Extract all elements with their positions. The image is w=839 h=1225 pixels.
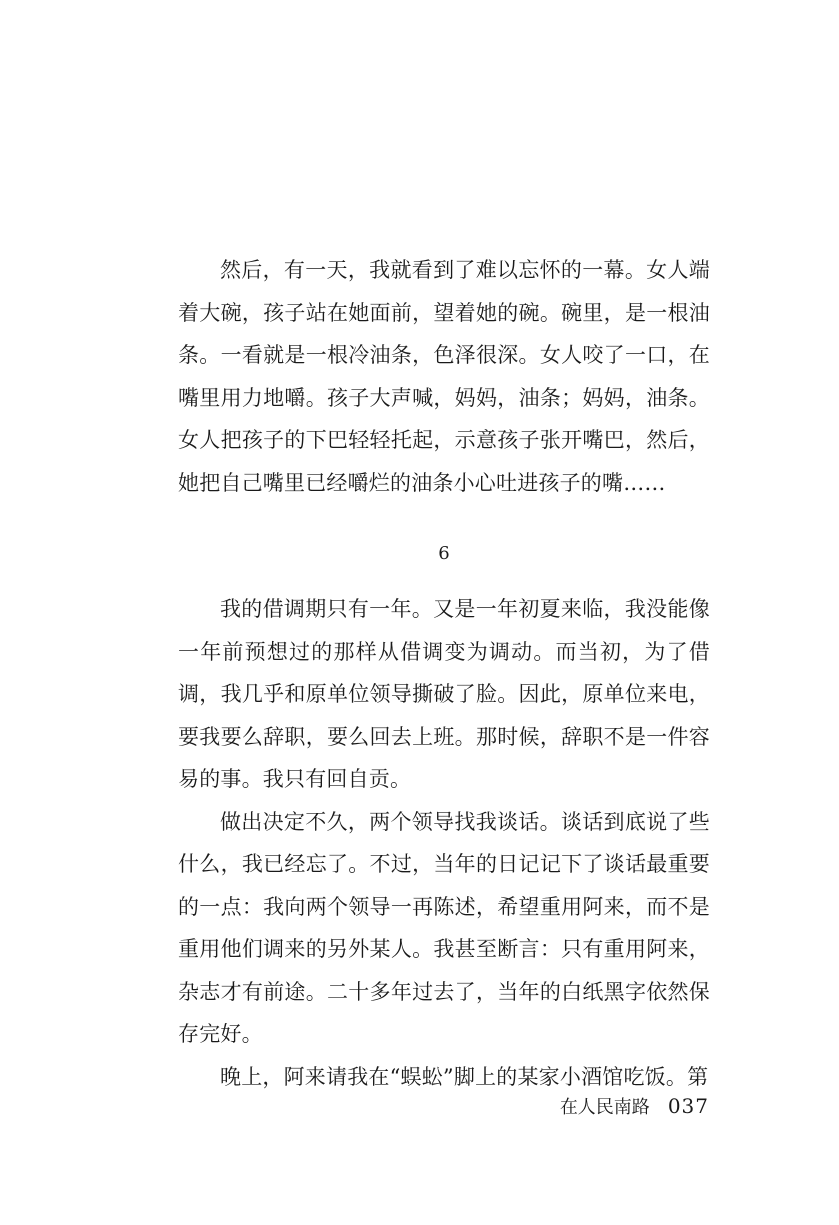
- page-footer: [560, 1091, 709, 1123]
- paragraph: 晚上，阿来请我在“蜈蚣”脚上的某家小酒馆吃饭。第: [220, 1064, 709, 1089]
- page-number: 037: [667, 1094, 709, 1118]
- paragraph: 我的借调期只有一年。又是一年初夏来临，我没能像一年前预想过的那样从借调变为调动。而当初，为了借调，我几乎和原单位领导撕破了脸。因此，原单位来电，要我要么辞职，要么回去上班。那时候，辞职不是一件容易的事。我只有回自贡。: [178, 597, 710, 791]
- paragraph: 然后，有一天，我就看到了难以忘怀的一幕。女人端着大碗，孩子站在她面前，望着她的碗。碗里，是一根油条。一看就是一根冷油条，色泽很深。女人咬了一口，在嘴里用力地嚼。孩子大声喊，妈妈，油条；妈妈，油条。女人把孩子的下巴轻轻托起，示意孩子张开嘴巴，然后，她把自己嘴里已经嚼烂的油条小心吐进孩子的嘴……: [178, 258, 710, 495]
- top-text-block: [178, 249, 710, 504]
- section-number: 6: [438, 543, 450, 564]
- paragraph: 做出决定不久，两个领导找我谈话。谈话到底说了些什么，我已经忘了。不过，当年的日记记下了谈话最重要的一点：我向两个领导一再陈述，希望重用阿来，而不是重用他们调来的另外某人。我甚至断言：只有重用阿来，杂志才有前途。二十多年过去了，当年的白纸黑字依然保存完好。: [178, 809, 710, 1046]
- bottom-text-block: [178, 588, 710, 1098]
- running-title: 在人民南路: [559, 1097, 650, 1118]
